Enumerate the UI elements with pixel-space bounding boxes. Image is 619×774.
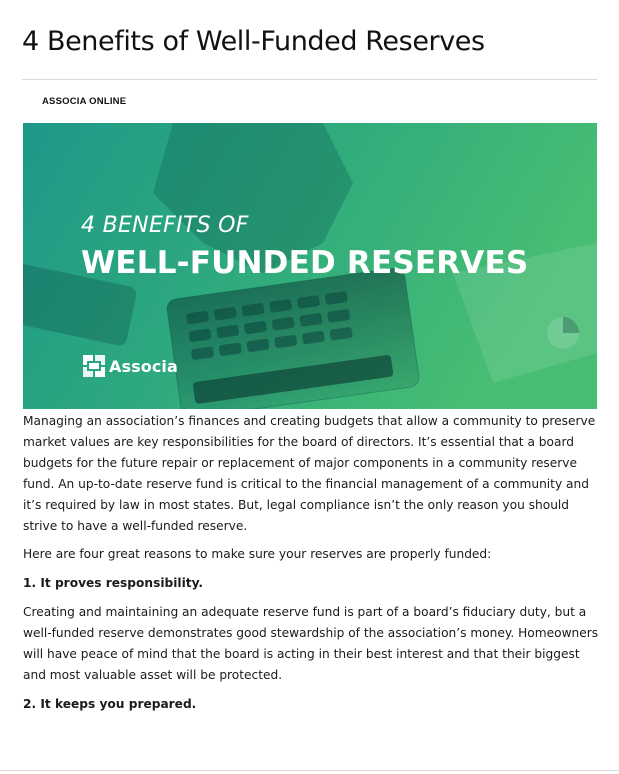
intro-paragraph: Managing an association’s finances and creating budgets that allow a community to preserve market values are key responsibilities for the board of directors. It’s essential that a board budgets for the future repair or replacement of major components in a community reserve fund. An up-to-date reserve fund is critical to the financial management of a community and it’s required by law in most states. But, legal compliance isn’t the only reason you should strive to have a well-funded reserve.: [23, 414, 596, 533]
section-heading-2: 2. It keeps you prepared.: [23, 696, 197, 711]
associa-logo-mark-icon: [83, 355, 105, 377]
section-paragraph-1: Creating and maintaining an adequate reserve fund is part of a board’s fiduciary duty, but a well-funded reserve demonstrates good stewardship of the association’s money. Homeowners will have peace of mind that the board is acting in their best interest and that their biggest and most valuable asset will be protected.: [23, 605, 599, 682]
associa-logo: [83, 355, 178, 377]
hero-banner: [23, 123, 597, 409]
section-heading-1: 1. It proves responsibility.: [23, 576, 204, 591]
logo-text: Associa: [109, 356, 178, 376]
title-divider: [22, 79, 597, 80]
author-name[interactable]: ASSOCIA ONLINE: [42, 96, 127, 107]
hero-heading-line2: WELL-FUNDED RESERVES: [81, 245, 529, 281]
article-body: [23, 411, 601, 723]
lead-paragraph: Here are four great reasons to make sure your reserves are properly funded:: [23, 547, 492, 562]
page-bottom-divider: [0, 770, 619, 771]
page-title: 4 Benefits of Well-Funded Reserves: [22, 26, 485, 57]
hero-heading-line1: 4 BENEFITS OF: [81, 213, 249, 238]
